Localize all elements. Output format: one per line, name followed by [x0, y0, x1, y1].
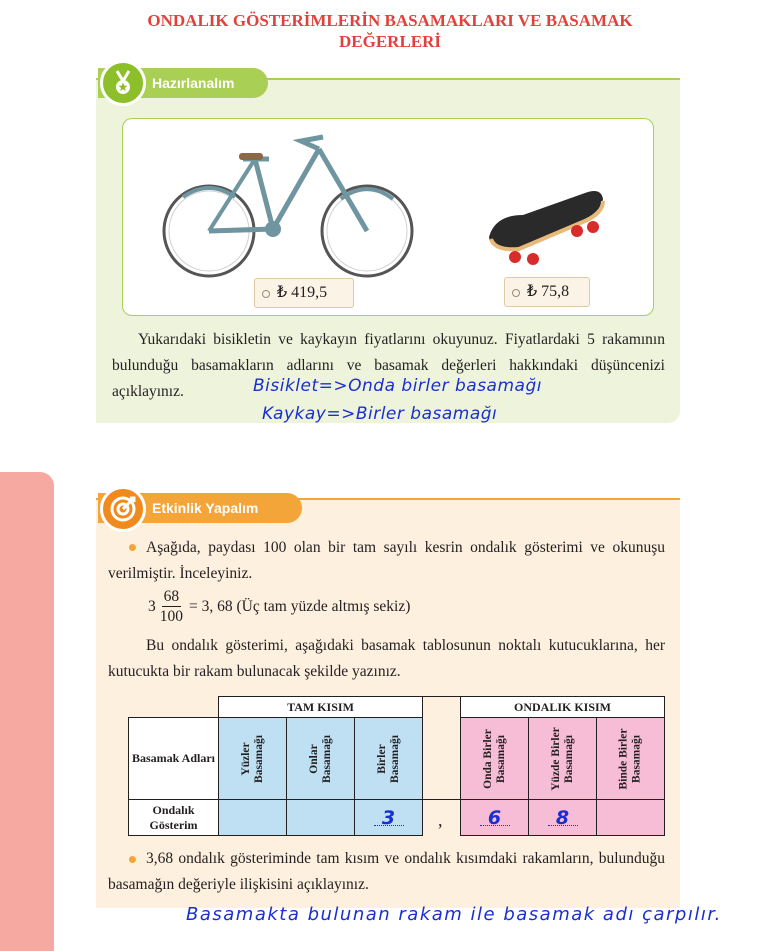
digit-box-onlar[interactable] — [286, 799, 355, 836]
handwritten-answer-2: Kaykay=>Birler basamağı — [262, 404, 498, 424]
title-line-1: ONDALIK GÖSTERİMLERİN BASAMAKLARI VE BASAMAK — [147, 11, 633, 30]
decimal-comma: , — [438, 810, 443, 830]
column-birler — [354, 717, 423, 800]
etkinlik-paragraph-2: Bu ondalık gösterimi, aşağıdaki basamak tablosunun noktalı kutucuklarına, her kutucukta bir rakam bulunacak şekilde yazınız. — [108, 637, 665, 680]
row-label-basamak-adlari: Basamak Adları — [128, 717, 219, 800]
fraction-denominator: 100 — [159, 608, 183, 625]
etkinlik-paragraph-1: Aşağıda, paydası 100 olan bir tam sayılı kesrin ondalık gösterimi ve okunuşu verilmiştir. İnceleyiniz. — [108, 539, 665, 582]
digit-onda-birler: 6 — [487, 806, 502, 829]
fraction-whole: 3 — [148, 597, 156, 615]
title-line-2: DEĞERLERİ — [338, 32, 442, 51]
digit-box-onda-birler[interactable] — [460, 799, 529, 836]
column-yuzler-label: Yüzler Basamağı — [239, 734, 265, 783]
bicycle-price-tag: ₺ 419,5 — [254, 278, 354, 308]
handwritten-answer-1: Bisiklet=>Onda birler basamağı — [253, 376, 542, 396]
digit-box-yuzler[interactable] — [218, 799, 287, 836]
target-icon — [100, 486, 146, 532]
mixed-fraction — [148, 587, 410, 626]
dotted-line — [374, 825, 404, 826]
page-title — [60, 10, 720, 52]
medal-icon — [100, 60, 146, 106]
column-onda-birler-label: Onda Birler Basamağı — [481, 728, 507, 789]
etkinlik-paragraph-3: 3,68 ondalık gösteriminde tam kısım ve ondalık kısımdaki rakamların, bulunduğu basamağın değeriyle ilişkisini açıklayınız. — [108, 850, 665, 893]
etkinlik-header: Etkinlik Yapalım — [98, 493, 302, 523]
fraction-numerator: 68 — [163, 588, 180, 605]
tam-kisim-header: TAM KISIM — [218, 696, 423, 718]
skateboard-price-tag: ₺ 75,8 — [504, 277, 590, 307]
column-yuzde-birler — [528, 717, 597, 800]
column-onlar — [286, 717, 355, 800]
dotted-line — [548, 825, 578, 826]
column-onlar-label: Onlar Basamağı — [307, 734, 333, 783]
hazirlanalim-header: Hazırlanalım — [98, 68, 268, 98]
digit-box-yuzde-birler[interactable] — [528, 799, 597, 836]
column-binde-birler — [596, 717, 665, 800]
digit-box-birler[interactable] — [354, 799, 423, 836]
digit-box-binde-birler[interactable] — [596, 799, 665, 836]
table-gap — [423, 696, 460, 800]
digit-birler: 3 — [381, 806, 396, 829]
hazirlanalim-paragraph: Yukarıdaki bisikletin ve kaykayın fiyatlarını okuyunuz. Fiyatlardaki 5 rakamının bulunduğu basamakların adlarını ve basamak değerleri hakkındaki düşüncenizi açıklayınız. — [112, 331, 665, 400]
column-onda-birler — [460, 717, 529, 800]
side-decoration-strip — [0, 472, 54, 951]
fraction-reading: = 3, 68 (Üç tam yüzde altmış sekiz) — [189, 597, 411, 615]
row-label-ondalik-gosterim: Ondalık Gösterim — [128, 799, 219, 836]
column-birler-label: Birler Basamağı — [375, 734, 401, 783]
handwritten-answer-3: Basamakta bulunan rakam ile basamak adı çarpılır. — [186, 904, 722, 925]
dotted-line — [480, 825, 510, 826]
column-yuzler — [218, 717, 287, 800]
skateboard-image — [489, 191, 603, 265]
column-yuzde-birler-label: Yüzde Birler Basamağı — [549, 726, 575, 791]
column-binde-birler-label: Binde Birler Basamağı — [617, 727, 643, 790]
ondalik-kisim-header: ONDALIK KISIM — [460, 696, 665, 718]
digit-yuzde-birler: 8 — [555, 806, 570, 829]
